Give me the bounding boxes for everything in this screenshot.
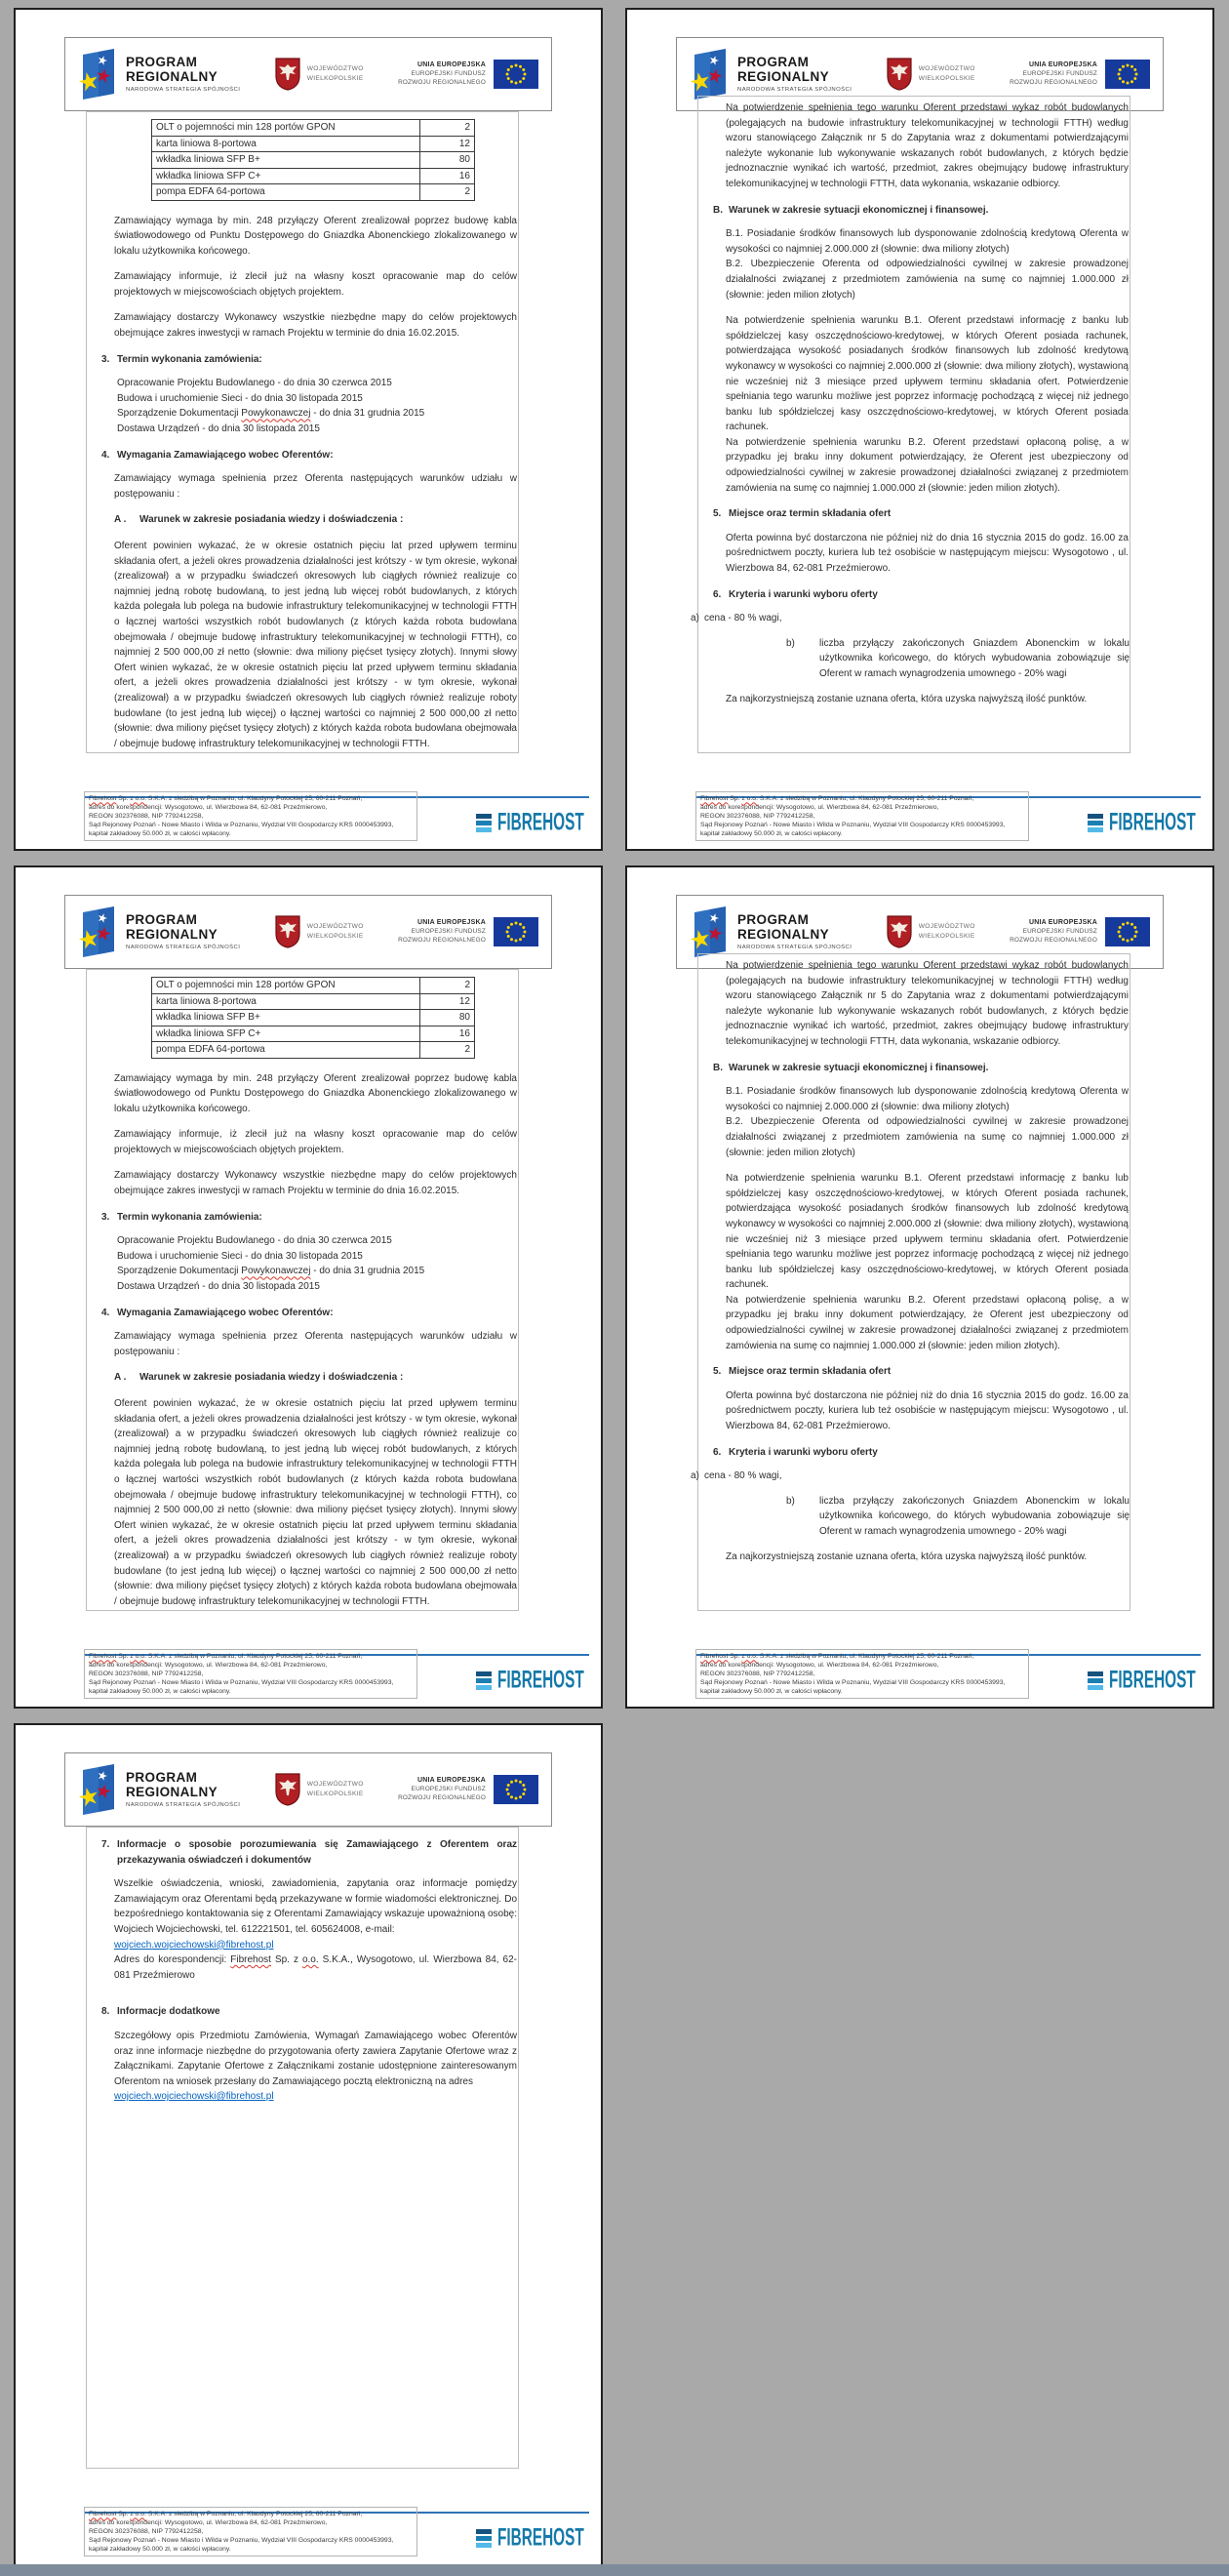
paragraph: B.2. Ubezpieczenie Oferenta od odpowiedzialności cywilnej w zakresie prowadzonej działalności związanej z przedmiotem zamówienia na sumę co najmniej 1.000.000 zł (słownie: jeden milion złotych) [726, 1116, 1129, 1158]
table-row: wkładka liniowa SFP B+ 80 [152, 152, 475, 169]
paragraph: Oferta powinna być dostarczona nie później niż do dnia 16 stycznia 2015 do godz. 16.00 za pośrednictwem poczty, kuriera lub też osobiście w następującym miejscu: Wysogotowo , ul. Wierzbowa 84, 62-081 Przeźmierowo. [726, 532, 1129, 575]
criteria-item-a: a) cena - 80 % wagi, [691, 613, 782, 624]
section-5-heading: 5. Miejsce oraz termin składania ofert [713, 508, 892, 520]
funding-banner [64, 37, 552, 111]
list-item: Budowa i uruchomienie Sieci - do dnia 30 listopada 2015 [117, 1250, 363, 1262]
paragraph: Zamawiający informuje, iż zlecił już na własny koszt opracowanie map do celów projektowych w miejscowościach objętych projektem. [114, 271, 517, 298]
text-frame [86, 969, 519, 1611]
condition-b-heading: B. Warunek w zakresie sytuacji ekonomicznej i finansowej. [713, 204, 989, 216]
eu-flag-icon [494, 917, 538, 946]
list-item: Opracowanie Projektu Budowlanego - do dnia 30 czerwca 2015 [117, 378, 392, 389]
document-page-5 [14, 1723, 603, 2566]
paragraph: Zamawiający wymaga spełnienia przez Oferenta następujących warunków udziału w postępowaniu : [114, 473, 517, 500]
paragraph: B.2. Ubezpieczenie Oferenta od odpowiedzialności cywilnej w zakresie prowadzonej działalności związanej z przedmiotem zamówienia na sumę co najmniej 1.000.000 zł (słownie: jeden milion złotych) [726, 259, 1129, 301]
paragraph: Oferent powinien wykazać, że w okresie ostatnich pięciu lat przed upływem terminu składania ofert, a jeżeli okres prowadzenia działalności jest krótszy - w tym okresie, wykonał (zrealizował) a w przypadku świadczeń okresowych lub ciągłych również realizuje co najmniej jedną robotę budowlaną, to jest jedną lub więcej robót budowlanych, z których każda polegała lub polega na budowie infrastruktury telekomunikacyjnej w technologii FTTH o łącznej wartości wszystkich robót budowlanych (z których każda robota budowlana obejmowała / obejmuje budowę infrastruktury telekomunikacyjnej w technologii FTTH), co najmniej 2 500 000,00 zł netto (słownie: dwa miliony pięćset tysięcy złotych). Innymi słowy Ofert winien wykazać, że w okresie ostatnich pięciu lat przed upływem terminu składania ofert, a jeżeli okres prowadzenia działalności jest krótszy - w tym okresie, wykonał (zrealizował) a w przypadku świadczeń okresowych lub ciągłych również realizuje roboty budowlane (to jest jedną lub więcej) o łącznej wartości co najmniej 2 500 000,00 zł netto (słownie: dwa miliony pięćset tysięcy złotych) z których każda robota budowlana obejmowała / obejmuje budowę infrastruktury telekomunikacyjnej w technologii FTTH. [114, 541, 517, 749]
fibrehost-logo: FIBREHOST [1088, 1667, 1199, 1694]
fibrehost-bars-icon [476, 1671, 492, 1690]
wielkopolska-coat-of-arms-icon [887, 915, 912, 948]
text-frame [691, 96, 1130, 753]
funding-banner: PROGRAM REGIONALNY NARODOWA STRATEGIA SPÓJNOŚCI WOJEWÓDZTWO WIELKOPOLSKIE UNIA EUROPEJSKA EUROPEJSKI FUNDUSZ ROZWOJU REGIONALNEGO [64, 895, 552, 969]
company-footer: Fibrehost Sp. z o.o. S.K.A. z siedzibą w Poznaniu, ul. Klaudyny Potockiej 25, 60-211 Poznań, adres do korespondencji: Wysogotowo, ul. Wierzbowa 84, 62-081 Przeźmierowo, REGON 302376088, NIP 7792412258, Sąd Rejonowy Poznań - Nowe Miasto i Wilda w Poznaniu, Wydział VIII Gospodarczy KRS 0000453993, kapitał zakładowy 50.000 zł, w całości wpłacony. [84, 791, 417, 841]
paragraph: Szczegółowy opis Przedmiotu Zamówienia, Wymagań Zamawiającego wobec Oferentów oraz inne informacje niezbędne do przygotowania oferty zawiera Zapytanie Ofertowe wraz z Załącznikami. Zapytanie Ofertowe z Załącznikami zostanie udostępnione zainteresowanym Oferentom na wniosek przesłany do Zamawiającego pocztą elektroniczną na adres [114, 2030, 517, 2087]
paragraph: Na potwierdzenie spełnienia tego warunku Oferent przedstawi wykaz robót budowlanych (polegających na budowie infrastruktury telekomunikacyjnej w technologii FTTH) według wzoru stanowiącego Załącznik nr 5 do Zapytania wraz z dokumentami potwierdzającymi należyte wykonanie lub wykonywanie wskazanych robót budowlanych, z których będzie jednoznacznie wynikać ich wartość, przedmiot, zakres obejmujący budowę infrastruktury telekomunikacyjnej w technologii FTTH, data wykonania, wskazanie odbiorcy. [726, 960, 1129, 1047]
section-4-heading: 4. Wymagania Zamawiającego wobec Oferentów: [101, 449, 334, 461]
table-row: karta liniowa 8-portowa 12 [152, 136, 475, 152]
email-line [114, 2089, 517, 2105]
fibrehost-bars-icon [1088, 1671, 1103, 1690]
deadline-list [117, 1233, 518, 1294]
list-item: Dostawa Urządzeń - do dnia 30 listopada 2015 [117, 423, 320, 435]
wielkopolska-coat-of-arms-icon [275, 58, 300, 91]
fibrehost-logo [476, 809, 587, 836]
condition-a-heading: A . Warunek w zakresie posiadania wiedzy i doświadczenia : [114, 1372, 404, 1384]
paragraph: Na potwierdzenie spełnienia tego warunku Oferent przedstawi wykaz robót budowlanych (polegających na budowie infrastruktury telekomunikacyjnej w technologii FTTH) według wzoru stanowiącego Załącznik nr 5 do Zapytania wraz z dokumentami potwierdzającymi należyte wykonanie lub wykonywanie wskazanych robót budowlanych, z których będzie jednoznacznie wynikać ich wartość, przedmiot, zakres obejmujący budowę infrastruktury telekomunikacyjnej w technologii FTTH, data wykonania, wskazanie odbiorcy. [726, 102, 1129, 189]
paragraph: Zamawiający dostarczy Wykonawcy wszystkie niezbędne mapy do celów projektowych obejmujące zakres inwestycji w ramach Projektu w terminie do dnia 16.02.2015. [114, 1170, 517, 1197]
fibrehost-logo: FIBREHOST [476, 1667, 587, 1694]
paragraph: Za najkorzystniejszą zostanie uznana oferta, która uzyska najwyższą ilość punktów. [726, 1550, 1088, 1562]
paragraph: Oferent powinien wykazać, że w okresie ostatnich pięciu lat przed upływem terminu składania ofert, a jeżeli okres prowadzenia działalności jest krótszy - w tym okresie, wykonał (zrealizował) a w przypadku świadczeń okresowych lub ciągłych również realizuje co najmniej jedną robotę budowlaną, to jest jedną lub więcej robót budowlanych, z których każda polegała lub polega na budowie infrastruktury telekomunikacyjnej w technologii FTTH o łącznej wartości wszystkich robót budowlanych (z których każda robota budowlana obejmowała / obejmuje budowę infrastruktury telekomunikacyjnej w technologii FTTH), co najmniej 2 500 000,00 zł netto (słownie: dwa miliony pięćset tysięcy złotych). Innymi słowy Ofert winien wykazać, że w okresie ostatnich pięciu lat przed upływem terminu składania ofert, a jeżeli okres prowadzenia działalności jest krótszy - w tym okresie, wykonał (zrealizował) a w przypadku świadczeń okresowych lub ciągłych również realizuje roboty budowlane (to jest jedną lub więcej) o łącznej wartości co najmniej 2 500 000,00 zł netto (słownie: dwa miliony pięćset tysięcy złotych) z których każda robota budowlana obejmowała / obejmuje budowę infrastruktury telekomunikacyjnej w technologii FTTH. [114, 1398, 517, 1607]
program-regionalny-logo-icon [78, 1763, 117, 1816]
paragraph: Zamawiający wymaga spełnienia przez Oferenta następujących warunków udziału w postępowaniu : [114, 1331, 517, 1357]
company-footer: Fibrehost Sp. z o.o. S.K.A. z siedzibą w Poznaniu, ul. Klaudyny Potockiej 25, 60-211 Poznań, adres do korespondencji: Wysogotowo, ul. Wierzbowa 84, 62-081 Przeźmierowo, REGON 302376088, NIP 7792412258, Sąd Rejonowy Poznań - Nowe Miasto i Wilda w Poznaniu, Wydział VIII Gospodarczy KRS 0000453993, kapitał zakładowy 50.000 zł, w całości wpłacony. [695, 791, 1029, 841]
email-link[interactable]: wojciech.wojciechowski@fibrehost.pl [114, 2091, 274, 2103]
paragraph: B.1. Posiadanie środków finansowych lub dysponowanie zdolnością kredytową Oferenta w wysokości co najmniej 2.000.000 zł (słownie: dwa miliony złotych) [726, 228, 1129, 255]
table-row: OLT o pojemności min 128 portów GPON 2 [152, 120, 475, 137]
company-footer: Fibrehost Sp. z o.o. S.K.A. z siedzibą w Poznaniu, ul. Klaudyny Potockiej 25, 60-211 Poznań, adres do korespondencji: Wysogotowo, ul. Wierzbowa 84, 62-081 Przeźmierowo, REGON 302376088, NIP 7792412258, Sąd Rejonowy Poznań - Nowe Miasto i Wilda w Poznaniu, Wydział VIII Gospodarczy KRS 0000453993, kapitał zakładowy 50.000 zł, w całości wpłacony. [84, 2507, 417, 2556]
wielkopolska-coat-of-arms-icon [887, 58, 912, 91]
paragraph: B.1. Posiadanie środków finansowych lub dysponowanie zdolnością kredytową Oferenta w wysokości co najmniej 2.000.000 zł (słownie: dwa miliony złotych) [726, 1086, 1129, 1112]
section-3-heading: 3. Termin wykonania zamówienia: [101, 1211, 262, 1223]
paragraph: Zamawiający wymaga by min. 248 przyłączy Oferent zrealizował poprzez budowę kabla światłowodowego od Punktu Dostępowego do Gniazdka Abonenckiego zlokalizowanego w lokalu użytkownika końcowego. [114, 1072, 517, 1114]
list-item: Opracowanie Projektu Budowlanego - do dnia 30 czerwca 2015 [117, 1235, 392, 1247]
bottom-bar [0, 2564, 1229, 2576]
equipment-table [151, 977, 475, 1059]
email-link[interactable]: wojciech.wojciechowski@fibrehost.pl [114, 1939, 274, 1951]
document-page-2 [625, 8, 1214, 851]
fibrehost-bars-icon [476, 2529, 492, 2548]
list-item: Sporządzenie Dokumentacji Powykonawczej - do dnia 31 grudnia 2015 [117, 1266, 425, 1277]
condition-a-heading: A . Warunek w zakresie posiadania wiedzy i doświadczenia : [114, 514, 404, 526]
section-6-heading: 6. Kryteria i warunki wyboru oferty [713, 588, 878, 600]
voivodeship-line2: WIELKOPOLSKIE [306, 75, 364, 82]
table-row: pompa EDFA 64-portowa 2 [152, 1042, 475, 1059]
program-regionalny-logo-icon [690, 48, 729, 101]
program-regionalny-logo-icon [78, 48, 117, 101]
eu-flag-icon [494, 60, 538, 89]
section-3-heading: 3. Termin wykonania zamówienia: [101, 353, 262, 365]
criteria-item-b: b) liczba przyłączy zakończonych Gniazdem Abonenckim w lokalu użytkownika końcowego, do których wybudowania zobowiązuje się Oferent w ramach wynagrodzenia umownego - 20% wagi [786, 637, 1130, 679]
fibrehost-bars-icon [1088, 814, 1103, 832]
paragraph: Na potwierdzenie spełnienia warunku B.2. Oferent przedstawi opłaconą polisę, a w przypadku jej braku inny dokument potwierdzający, że Oferent jest ubezpieczony od odpowiedzialności cywilnej w zakresie prowadzonej działalności związanej z przedmiotem zamówienia na sumę co najmniej 1.000.000 zł (słownie: jeden milion złotych). [726, 1294, 1129, 1351]
list-item: Budowa i uruchomienie Sieci - do dnia 30 listopada 2015 [117, 392, 363, 404]
document-page-1 [14, 8, 603, 851]
address-line: Adres do korespondencji: Fibrehost Sp. z o.o. S.K.A., Wysogotowo, ul. Wierzbowa 84, 62-081 Przeźmierowo [114, 1954, 517, 1981]
eu-flag-icon [494, 1775, 538, 1804]
document-page-3 [14, 865, 603, 1709]
condition-b-heading: B. Warunek w zakresie sytuacji ekonomicznej i finansowej. [713, 1062, 989, 1073]
paragraph: Na potwierdzenie spełnienia warunku B.1. Oferent przedstawi informację z banku lub spółdzielczej kasy oszczędnościowo-kredytowej, w których Oferent posiada rachunek, potwierdzająca wysokość posiadanych środków finansowych lub zdolność kredytową wykonawcy w wysokości co najmniej 2.000.000 zł (słownie: dwa miliony złotych), wystawioną nie wcześniej niż 3 miesiące przed upływem terminu składania ofert. Potwierdzenie spełniania tego warunku możliwe jest poprzez informację pochodzącą z więcej niż jednego banku lub spółdzielczej kasy oszczędnościowo-kredytowej, w których Oferent posiada rachunek. [726, 1173, 1129, 1291]
misspelled-word: Powykonawczej [241, 1266, 311, 1277]
document-page-4 [625, 865, 1214, 1709]
table-row: karta liniowa 8-portowa 12 [152, 993, 475, 1010]
text-frame [86, 111, 519, 753]
text-frame [86, 1827, 519, 2469]
list-item: Sporządzenie Dokumentacji Powykonawczej - do dnia 31 grudnia 2015 [117, 408, 425, 420]
section-7-heading: 7. Informacje o sposobie porozumiewania się Zamawiającego z Oferentem oraz przekazywania oświadczeń i dokumentów [101, 1839, 517, 1866]
section-6-heading: 6. Kryteria i warunki wyboru oferty [713, 1446, 878, 1458]
wielkopolska-coat-of-arms-icon [275, 1773, 300, 1806]
eu-caption-line1: UNIA EUROPEJSKA [416, 61, 486, 69]
program-subtitle: NARODOWA STRATEGIA SPÓJNOŚCI [126, 87, 241, 94]
table-row: wkładka liniowa SFP C+ 16 [152, 1026, 475, 1042]
paragraph: Wszelkie oświadczenia, wnioski, zawiadomienia, zapytania oraz informacje pomiędzy Zamawiającym oraz Oferentami będą przekazywane w formie wiadomości elektronicznej. Do bezpośredniego kontaktowania się z Oferentami Zamawiający wskazuje upoważnioną osobę: Wojciech Wojciechowski, tel. 612221501, tel. 605624008, e-mail: [114, 1878, 518, 1935]
text-frame [691, 953, 1130, 1611]
criteria-item-a: a) cena - 80 % wagi, [691, 1470, 782, 1482]
eu-caption-line3: ROZWOJU REGIONALNEGO [398, 78, 486, 86]
criteria-item-b: b) liczba przyłączy zakończonych Gniazdem Abonenckim w lokalu użytkownika końcowego, do których wybudowania zobowiązuje się Oferent w ramach wynagrodzenia umownego - 20% wagi [786, 1495, 1130, 1537]
email-line [114, 1938, 517, 1953]
paragraph: Zamawiający wymaga by min. 248 przyłączy Oferent zrealizował poprzez budowę kabla światłowodowego od Punktu Dostępowego do Gniazdka Abonenckiego zlokalizowanego w lokalu użytkownika końcowego. [114, 215, 517, 257]
section-8-heading: 8. Informacje dodatkowe [101, 2006, 220, 2018]
wielkopolska-coat-of-arms-icon [275, 915, 300, 948]
table-row: wkładka liniowa SFP C+ 16 [152, 168, 475, 184]
section-5-heading: 5. Miejsce oraz termin składania ofert [713, 1366, 892, 1378]
eu-caption-line2: EUROPEJSKI FUNDUSZ [411, 69, 486, 77]
program-regionalny-logo-icon [690, 906, 729, 958]
program-title-line1: PROGRAM [126, 54, 198, 69]
eu-flag-icon [1105, 60, 1150, 89]
fibrehost-bars-icon [476, 814, 492, 832]
company-footer: Fibrehost Sp. z o.o. S.K.A. z siedzibą w Poznaniu, ul. Klaudyny Potockiej 25, 60-211 Poznań, adres do korespondencji: Wysogotowo, ul. Wierzbowa 84, 62-081 Przeźmierowo, REGON 302376088, NIP 7792412258, Sąd Rejonowy Poznań - Nowe Miasto i Wilda w Poznaniu, Wydział VIII Gospodarczy KRS 0000453993, kapitał zakładowy 50.000 zł, w całości wpłacony. [84, 1649, 417, 1699]
funding-banner: PROGRAM REGIONALNY NARODOWA STRATEGIA SPÓJNOŚCI WOJEWÓDZTWO WIELKOPOLSKIE UNIA EUROPEJSKA EUROPEJSKI FUNDUSZ ROZWOJU REGIONALNEGO [64, 1752, 552, 1827]
misspelled-word: Powykonawczej [241, 408, 311, 420]
table-row: OLT o pojemności min 128 portów GPON 2 [152, 978, 475, 994]
paragraph: Zamawiający dostarczy Wykonawcy wszystkie niezbędne mapy do celów projektowych obejmujące zakres inwestycji w ramach Projektu w terminie do dnia 16.02.2015. [114, 312, 517, 340]
voivodeship-line1: WOJEWÓDZTWO [306, 65, 364, 73]
program-regionalny-logo-icon [78, 906, 117, 958]
paragraph: Oferta powinna być dostarczona nie później niż do dnia 16 stycznia 2015 do godz. 16.00 za pośrednictwem poczty, kuriera lub też osobiście w następującym miejscu: Wysogotowo , ul. Wierzbowa 84, 62-081 Przeźmierowo. [726, 1389, 1129, 1432]
fibrehost-logo: FIBREHOST [476, 2524, 587, 2552]
fibrehost-logo: FIBREHOST [1088, 809, 1199, 836]
funding-banner: PROGRAM REGIONALNY NARODOWA STRATEGIA SPÓJNOŚCI WOJEWÓDZTWO WIELKOPOLSKIE UNIA EUROPEJSKA EUROPEJSKI FUNDUSZ ROZWOJU REGIONALNEGO [676, 37, 1164, 111]
paragraph: Na potwierdzenie spełnienia warunku B.2. Oferent przedstawi opłaconą polisę, a w przypadku jej braku inny dokument potwierdzający, że Oferent jest ubezpieczony od odpowiedzialności cywilnej w zakresie prowadzonej działalności związanej z przedmiotem zamówienia na sumę co najmniej 1.000.000 zł (słownie: jeden milion złotych). [726, 436, 1129, 494]
funding-banner: PROGRAM REGIONALNY NARODOWA STRATEGIA SPÓJNOŚCI WOJEWÓDZTWO WIELKOPOLSKIE UNIA EUROPEJSKA EUROPEJSKI FUNDUSZ ROZWOJU REGIONALNEGO [676, 895, 1164, 969]
table-row: wkładka liniowa SFP B+ 80 [152, 1010, 475, 1026]
deadline-list [117, 376, 518, 436]
section-4-heading: 4. Wymagania Zamawiającego wobec Oferentów: [101, 1307, 334, 1318]
list-item: Dostawa Urządzeń - do dnia 30 listopada 2015 [117, 1281, 320, 1293]
fibrehost-logo-text: FIBREHOST [497, 808, 584, 836]
company-footer: Fibrehost Sp. z o.o. S.K.A. z siedzibą w Poznaniu, ul. Klaudyny Potockiej 25, 60-211 Poznań, adres do korespondencji: Wysogotowo, ul. Wierzbowa 84, 62-081 Przeźmierowo, REGON 302376088, NIP 7792412258, Sąd Rejonowy Poznań - Nowe Miasto i Wilda w Poznaniu, Wydział VIII Gospodarczy KRS 0000453993, kapitał zakładowy 50.000 zł, w całości wpłacony. [695, 1649, 1029, 1699]
program-title-line2: REGIONALNY [126, 68, 218, 84]
equipment-table [151, 119, 475, 201]
paragraph: Zamawiający informuje, iż zlecił już na własny koszt opracowanie map do celów projektowych w miejscowościach objętych projektem. [114, 1129, 517, 1155]
paragraph: Na potwierdzenie spełnienia warunku B.1. Oferent przedstawi informację z banku lub spółdzielczej kasy oszczędnościowo-kredytowej, w których Oferent posiada rachunek, potwierdzająca wysokość posiadanych środków finansowych lub zdolność kredytową wykonawcy w wysokości co najmniej 2.000.000 zł (słownie: dwa miliony złotych), wystawioną nie wcześniej niż 3 miesiące przed upływem terminu składania ofert. Potwierdzenie spełniania tego warunku możliwe jest poprzez informację pochodzącą z więcej niż jednego banku lub spółdzielczej kasy oszczędnościowo-kredytowej, w których Oferent posiada rachunek. [726, 315, 1129, 433]
eu-flag-icon [1105, 917, 1150, 946]
table-row: pompa EDFA 64-portowa 2 [152, 184, 475, 201]
paragraph: Za najkorzystniejszą zostanie uznana oferta, która uzyska najwyższą ilość punktów. [726, 693, 1088, 704]
